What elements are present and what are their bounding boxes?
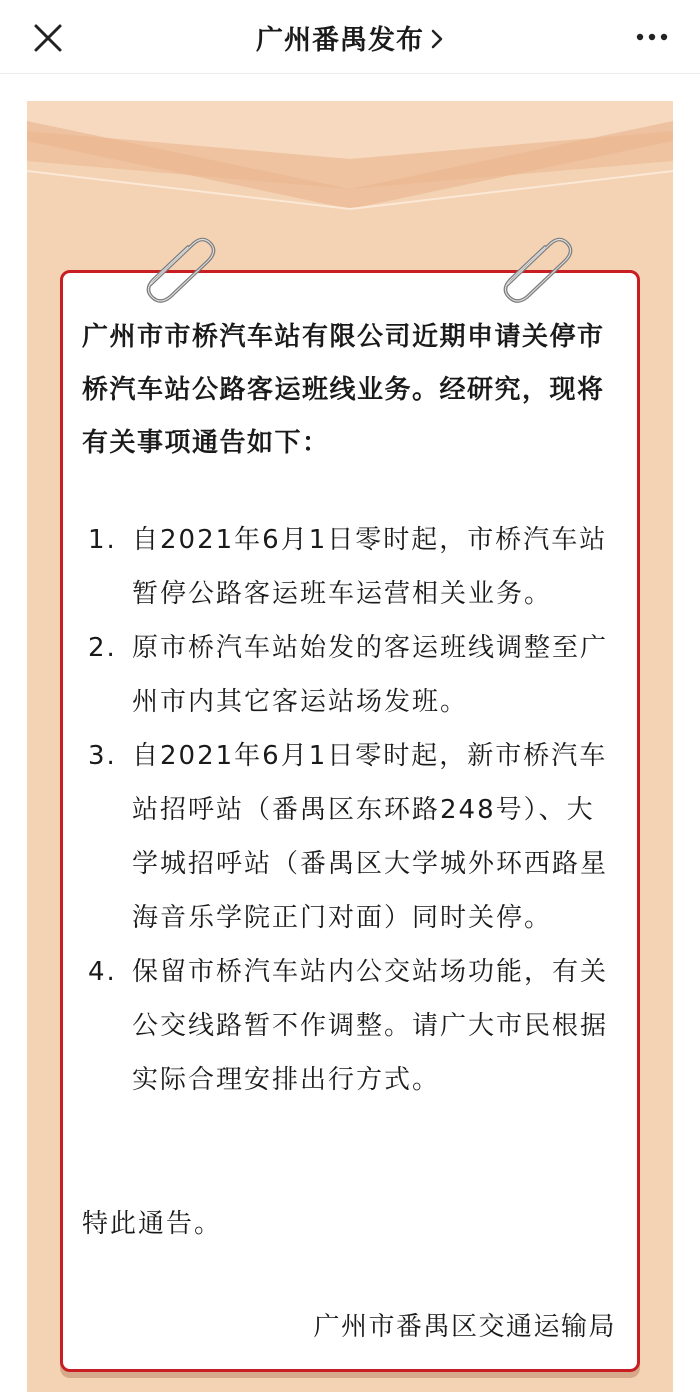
item-text: 原市桥汽车站始发的客运班线调整至广州市内其它客运站场发班。: [132, 633, 609, 717]
item-text: 自2021年6月1日零时起，新市桥汽车站招呼站（番禺区东环路248号）、大学城招呼站（番禺区大学城外环西路星海音乐学院正门对面）同时关停。: [132, 741, 609, 933]
list-item: [82, 729, 622, 945]
item-number: 3.: [88, 741, 117, 771]
poster-header-decoration: [27, 101, 673, 216]
notice-closing: 特此通告。: [82, 1209, 223, 1239]
list-item: [82, 945, 622, 1107]
item-text: 保留市桥汽车站内公交站场功能，有关公交线路暂不作调整。请广大市民根据实际合理安排出行方式。: [132, 957, 609, 1095]
list-item: [82, 513, 622, 621]
notice-poster: [27, 101, 673, 1392]
account-title-link[interactable]: [0, 0, 700, 74]
paperclip-icon: [130, 223, 220, 303]
list-item: [82, 621, 622, 729]
item-number: 1.: [88, 525, 117, 555]
page-title: 广州番禺发布: [256, 24, 424, 56]
more-dots-icon[interactable]: [632, 22, 672, 52]
item-text: 自2021年6月1日零时起，市桥汽车站暂停公路客运班车运营相关业务。: [132, 525, 608, 609]
notice-items: [82, 513, 622, 1107]
item-number: 4.: [88, 957, 117, 987]
notice-signature: 广州市番禺区交通运输局: [313, 1312, 616, 1342]
chevron-right-icon: [430, 26, 444, 48]
item-number: 2.: [88, 633, 117, 663]
top-bar: [0, 0, 700, 74]
paperclip-icon: [487, 223, 577, 303]
notice-intro: 广州市市桥汽车站有限公司近期申请关停市桥汽车站公路客运班线业务。经研究，现将有关事项通告如下：: [82, 322, 605, 458]
